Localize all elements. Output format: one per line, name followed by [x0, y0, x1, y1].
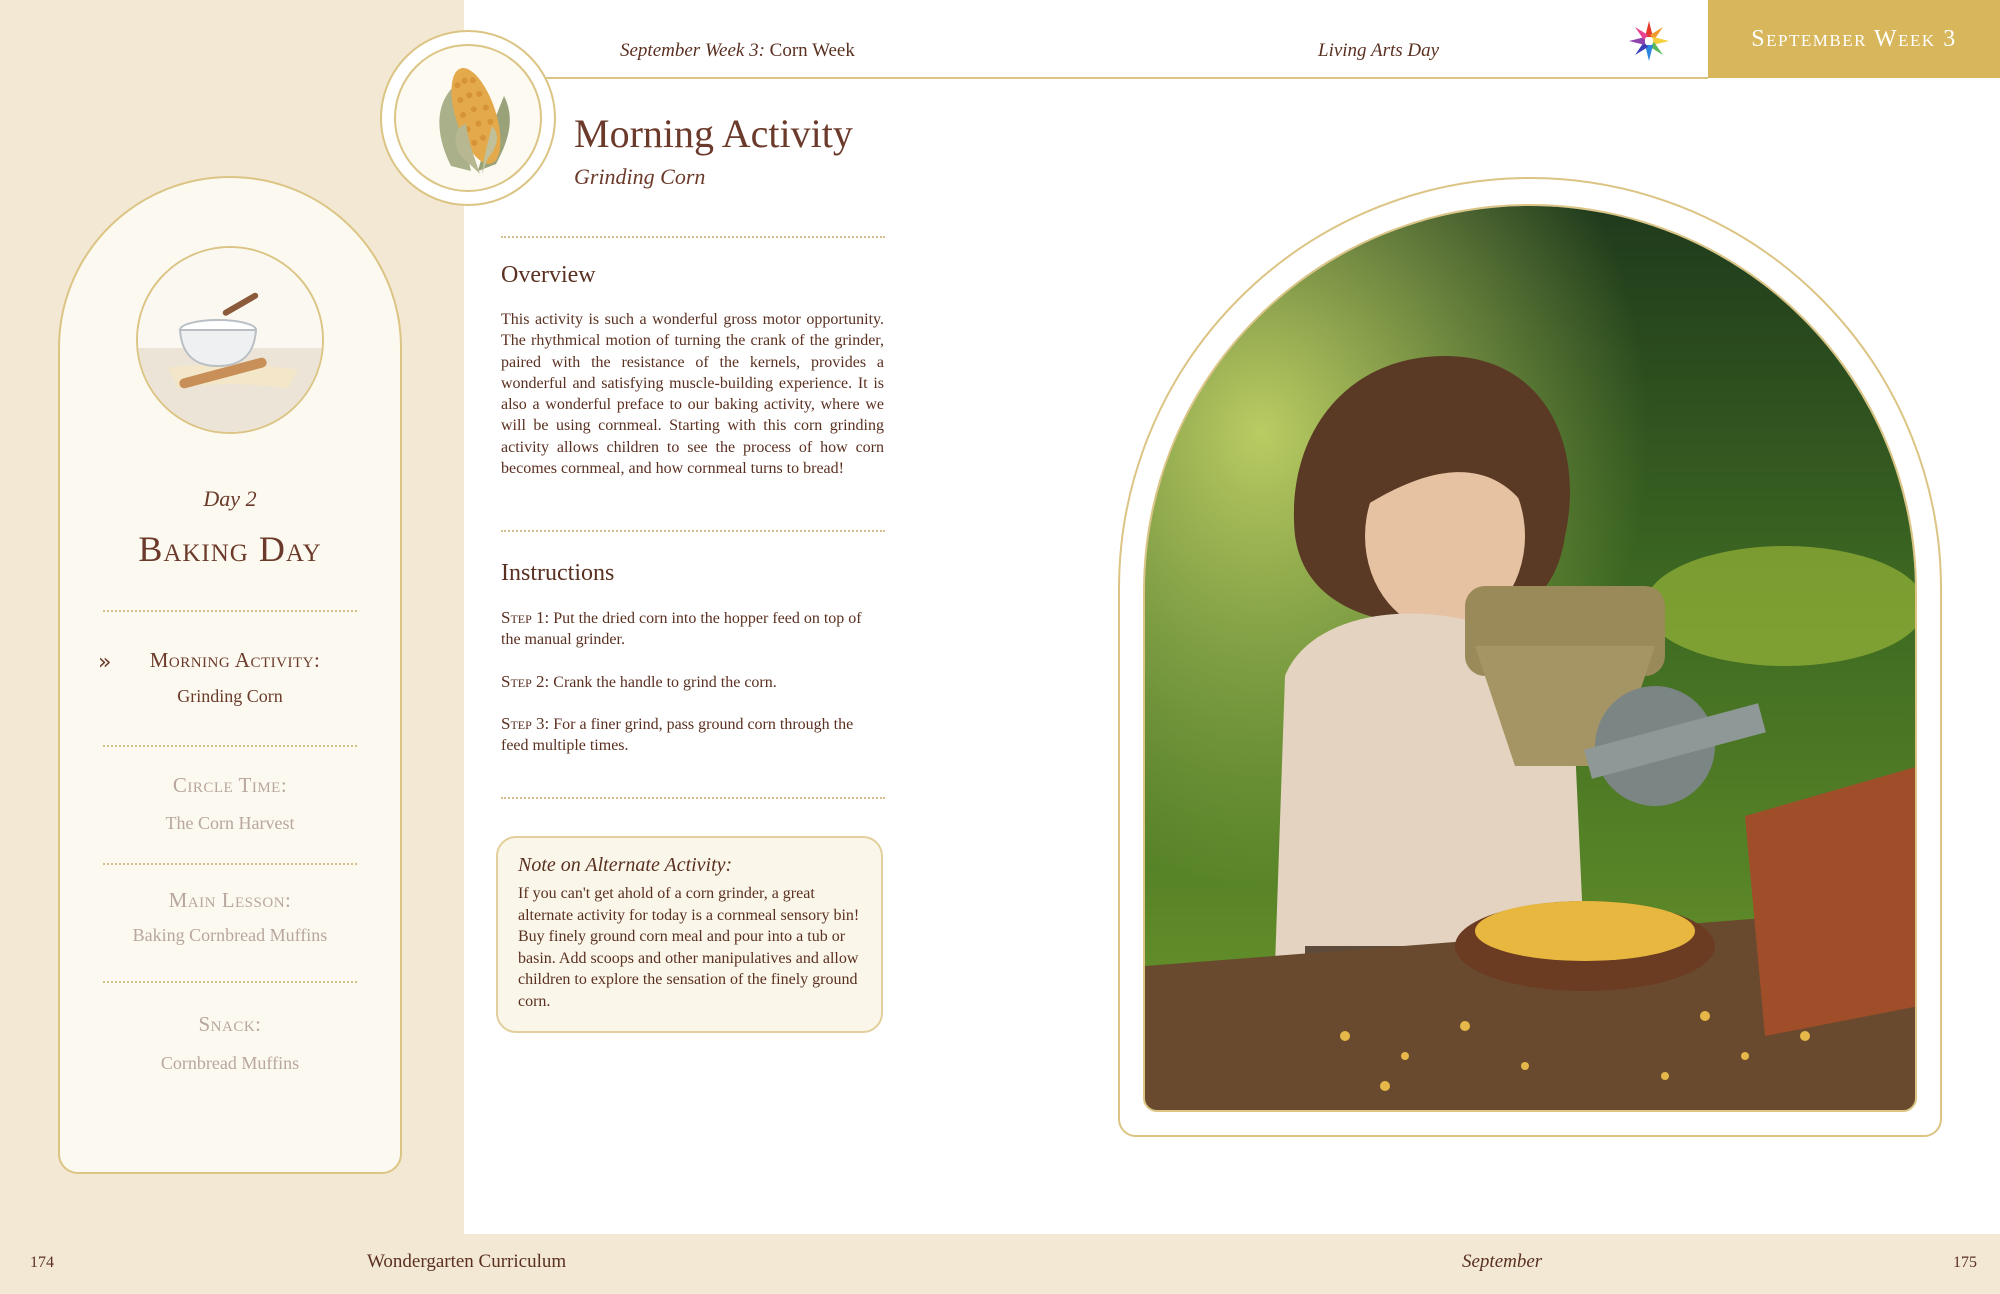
header-day-type: Living Arts Day — [1318, 40, 1440, 61]
sidebar-item-morning-activity: Morning Activity: — [149, 648, 321, 672]
divider — [103, 745, 357, 747]
sidebar-item-main-lesson: Main Lesson: — [168, 888, 292, 912]
footer-band — [0, 1234, 2000, 1294]
note-title: Note on Alternate Activity: — [518, 854, 733, 876]
divider — [501, 530, 885, 532]
corn-illustration-badge — [380, 30, 556, 206]
header-week-label: September Week 3: Corn Week — [620, 40, 855, 61]
rainbow-star-icon — [1628, 20, 1670, 62]
instructions-heading: Instructions — [501, 560, 615, 586]
instruction-step: Step 2: Crank the handle to grind the corn. — [501, 672, 777, 691]
instruction-step: Step 3: For a finer grind, pass ground corn through the feed multiple times. — [501, 714, 854, 755]
overview-text: This activity is such a wonderful gross motor opportunity. The rhythmical motion of turning the crank of the grinder, paired with the resistance of the kernels, provides a wonderful and satisfying muscle-building experience. It is also a wonderful preface to our baking activity, where we will be using cornmeal. Starting with this corn grinding activity allows children to see the process of how corn becomes cornmeal, and how cornmeal turns to bread! — [501, 311, 884, 478]
week-tab: September Week 3 — [1708, 0, 2000, 78]
divider — [501, 797, 885, 799]
sidebar-item-sub: The Corn Harvest — [165, 813, 295, 833]
page-title: Morning Activity — [574, 111, 853, 156]
page-subtitle: Grinding Corn — [574, 164, 706, 189]
divider — [501, 236, 885, 238]
sidebar-item-sub: Grinding Corn — [177, 686, 283, 706]
double-chevron-right-icon: » — [98, 650, 112, 675]
overview-heading: Overview — [501, 262, 596, 288]
page-number-left: 174 — [30, 1254, 54, 1271]
alternate-activity-note — [496, 836, 883, 1033]
child-grinding-corn-photo — [1143, 204, 1917, 1112]
sidebar-item-sub: Baking Cornbread Muffins — [132, 925, 328, 945]
book-title: Wondergarten Curriculum — [367, 1251, 567, 1272]
footer-month: September — [1462, 1251, 1543, 1272]
day-title: Baking Day — [138, 529, 322, 569]
divider — [103, 981, 357, 983]
sidebar-item-circle-time: Circle Time: — [172, 773, 288, 797]
mixing-bowl-icon — [138, 248, 324, 434]
mixing-bowl-illustration — [136, 246, 324, 434]
day-number: Day 2 — [203, 486, 257, 511]
page-number-right: 175 — [1953, 1254, 1977, 1271]
corn-cob-icon — [396, 46, 542, 192]
note-body: If you can't get ahold of a corn grinder, a great alternate activity for today is a cornmeal sensory bin! Buy finely ground corn meal and pour into a tub or basin. Add scoops and other manipulatives and allow children to explore the sensation of the finely ground corn. — [518, 885, 860, 1010]
divider — [103, 863, 357, 865]
instruction-step: Step 1: Put the dried corn into the hopper feed on top of the manual grinder. — [501, 608, 862, 649]
divider — [103, 610, 357, 612]
sidebar-item-sub: Cornbread Muffins — [160, 1053, 300, 1073]
sidebar-item-snack: Snack: — [198, 1012, 262, 1036]
header-rule — [545, 77, 1708, 79]
